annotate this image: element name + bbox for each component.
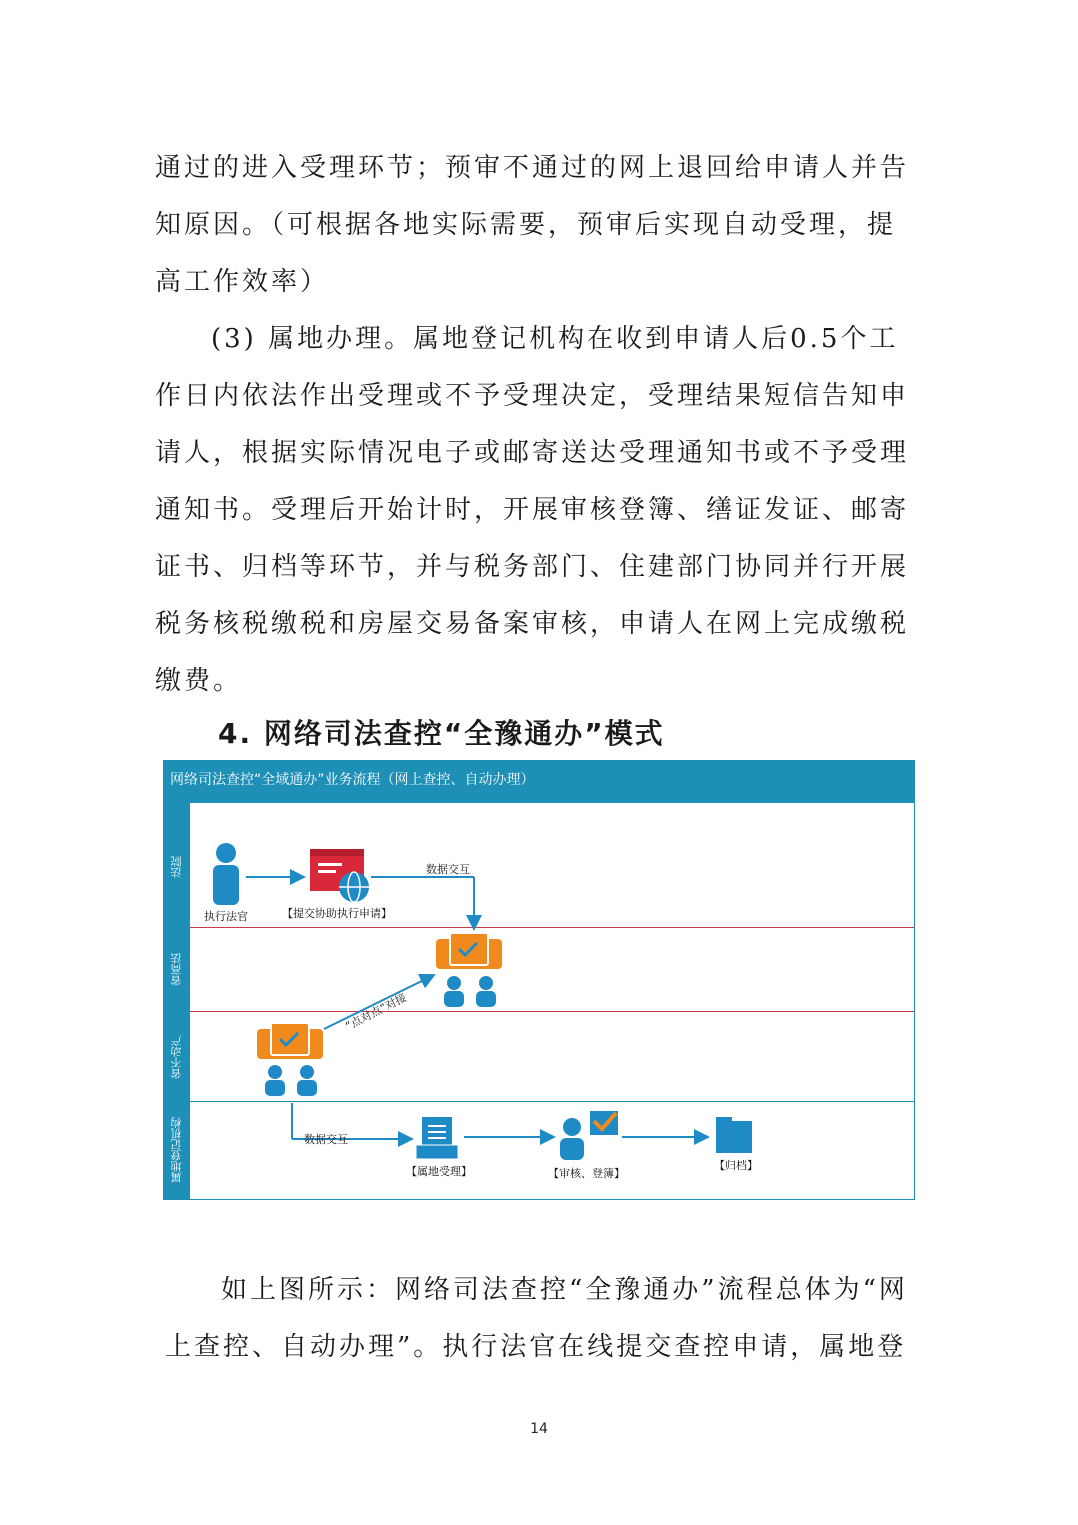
- arrow-point-to-point: [324, 975, 434, 1029]
- lane-label-real-estate: 省不动产: [170, 1035, 183, 1079]
- lane-label-local-registry: 属地登记机构: [170, 1117, 183, 1183]
- archive-folder-icon: [716, 1117, 752, 1153]
- judge-label: 执行法官: [204, 910, 248, 923]
- archive-label: 【归档】: [714, 1159, 758, 1172]
- review-person-icon: [560, 1111, 618, 1160]
- real-estate-review-icon: [257, 1023, 323, 1096]
- high-court-review-icon: [436, 933, 502, 1007]
- diagram-canvas: [164, 761, 916, 1201]
- page-number: 14: [530, 1421, 548, 1437]
- data-exchange-top-label: 数据交互: [426, 863, 470, 876]
- point-to-point-label: “点对点”对接: [343, 991, 409, 1033]
- paragraph-1: 通过的进入受理环节；预审不通过的网上退回给申请人并告知原因。（可根据各地实际需要，预审后实现自动受理，提高工作效率）: [155, 153, 910, 297]
- section-heading: 4. 网络司法查控“全豫通办”模式: [218, 717, 665, 750]
- submit-window-globe-icon: [310, 849, 369, 902]
- judge-person-icon: [213, 843, 239, 905]
- submit-label: 【提交协助执行申请】: [282, 907, 392, 920]
- workflow-diagram: [163, 760, 915, 1200]
- data-exchange-bottom-label: 数据交互: [304, 1133, 348, 1146]
- local-accept-document-icon: [416, 1117, 458, 1159]
- lane-label-court: 法院: [170, 856, 183, 878]
- paragraph-3: 如上图所示：网络司法查控“全豫通办”流程总体为“网上查控、自动办理”。执行法官在线提交查控申请，属地登: [165, 1275, 908, 1362]
- diagram-title: 网络司法查控“全域通办”业务流程（网上查控、自动办理）: [170, 772, 535, 788]
- local-accept-label: 【属地受理】: [406, 1165, 472, 1178]
- paragraph-2: (3) 属地办理。属地登记机构在收到申请人后0.5个工作日内依法作出受理或不予受理决定，受理结果短信告知申请人，根据实际情况电子或邮寄送达受理通知书或不予受理通知书。受理后开始计时，开展审核登簿、缮证发证、邮寄证书、归档等环节，并与税务部门、住建部门协同并行开展税务核税缴税和房屋交易备案审核，申请人在网上完成缴税缴费。: [155, 324, 910, 696]
- lane-label-high-court: 省高法: [170, 953, 183, 987]
- review-label: 【审核、登簿】: [548, 1167, 625, 1180]
